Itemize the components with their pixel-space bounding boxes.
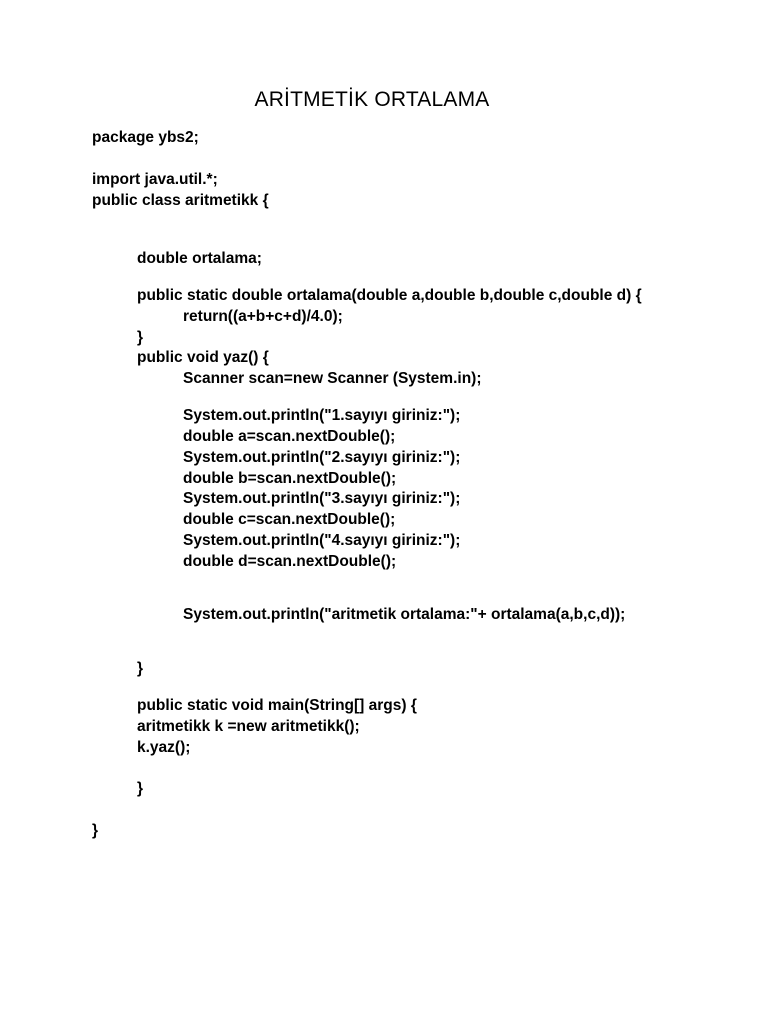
- code-line: System.out.println("aritmetik ortalama:"+ ortalama(a,b,c,d));: [183, 606, 626, 623]
- code-line: double b=scan.nextDouble();: [183, 470, 397, 487]
- document-title: ARİTMETİK ORTALAMA: [254, 88, 490, 111]
- code-line: double c=scan.nextDouble();: [183, 511, 396, 528]
- code-line: public static void main(String[] args) {: [137, 697, 417, 714]
- code-line: }: [137, 660, 144, 677]
- code-line: aritmetikk k =new aritmetikk();: [137, 718, 360, 735]
- code-line: }: [137, 780, 144, 797]
- code-line: System.out.println("4.sayıyı giriniz:");: [183, 532, 461, 549]
- code-line: import java.util.*;: [92, 171, 218, 188]
- code-line: }: [92, 822, 99, 839]
- code-line: return((a+b+c+d)/4.0);: [183, 308, 343, 325]
- code-line: double d=scan.nextDouble();: [183, 553, 397, 570]
- code-line: package ybs2;: [92, 129, 199, 146]
- code-line: public void yaz() {: [137, 349, 269, 366]
- code-line: double a=scan.nextDouble();: [183, 428, 396, 445]
- code-line: public static double ortalama(double a,double b,double c,double d) {: [137, 287, 642, 304]
- code-line: k.yaz();: [137, 739, 191, 756]
- code-line: Scanner scan=new Scanner (System.in);: [183, 370, 482, 387]
- code-line: System.out.println("3.sayıyı giriniz:");: [183, 490, 461, 507]
- code-line: System.out.println("2.sayıyı giriniz:");: [183, 449, 461, 466]
- code-line: System.out.println("1.sayıyı giriniz:");: [183, 407, 461, 424]
- code-line: }: [137, 329, 144, 346]
- code-line: double ortalama;: [137, 250, 262, 267]
- code-line: public class aritmetikk {: [92, 192, 269, 209]
